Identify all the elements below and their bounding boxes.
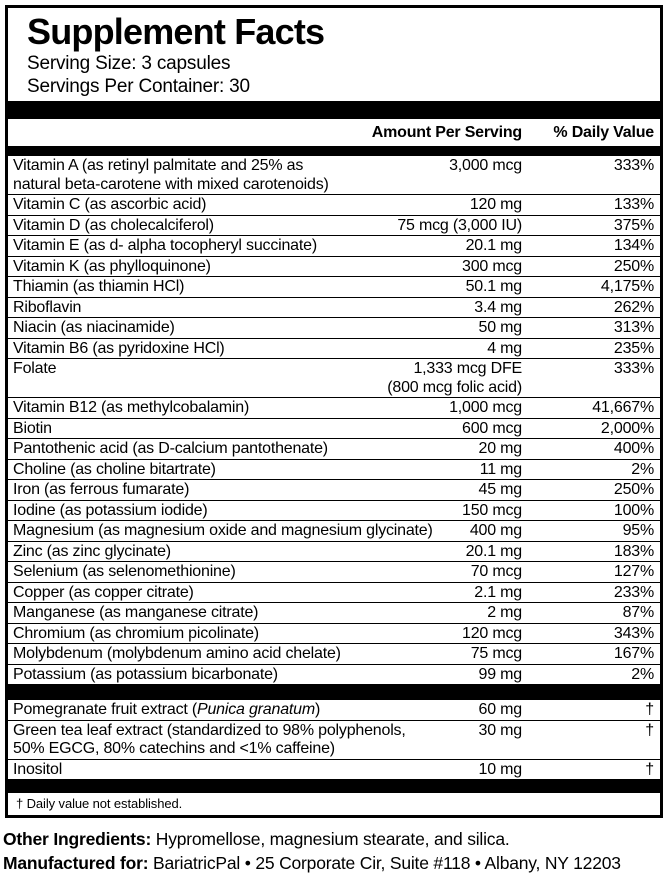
nutrient-daily-value: † xyxy=(645,760,654,778)
nutrient-daily-value: 167% xyxy=(613,645,654,662)
divider-thick-top xyxy=(8,101,660,119)
nutrient-amount: 120 mg xyxy=(469,196,522,213)
nutrient-amount: 75 mcg xyxy=(470,645,522,662)
nutrient-daily-value: 127% xyxy=(613,563,654,580)
nutrient-name: Riboflavin xyxy=(13,298,82,316)
nutrient-daily-value: 333% xyxy=(613,157,654,174)
nutrient-amount: 2.1 mg xyxy=(474,583,522,601)
nutrient-amount: 30 mg xyxy=(478,721,522,739)
nutrient-name: Selenium (as selenomethionine) xyxy=(13,563,236,580)
nutrient-daily-value: 183% xyxy=(613,542,654,560)
nutrient-daily-value: † xyxy=(645,721,654,739)
nutrient-amount: 75 mcg (3,000 IU) xyxy=(397,216,522,234)
nutrient-name: Molybdenum (molybdenum amino acid chelate) xyxy=(13,645,341,662)
serving-size: Serving Size: 3 capsules xyxy=(27,53,231,74)
nutrient-name: Pantothenic acid (as D-calcium pantothenate) xyxy=(13,440,328,457)
panel-title: Supplement Facts xyxy=(27,11,325,52)
nutrient-row xyxy=(8,602,660,623)
nutrient-daily-value: 4,175% xyxy=(600,278,654,295)
panel-header xyxy=(8,8,660,99)
nutrient-amount: 50.1 mg xyxy=(465,278,522,295)
nutrient-name: Iron (as ferrous fumarate) xyxy=(13,481,190,498)
nutrient-daily-value: 100% xyxy=(613,501,654,519)
nutrient-row xyxy=(8,438,660,459)
nutrient-amount: 1,333 mcg DFE (800 mcg folic acid) xyxy=(387,360,522,396)
nutrient-row xyxy=(8,582,660,603)
nutrient-row xyxy=(8,215,660,236)
nutrient-name: Inositol xyxy=(13,760,63,778)
nutrient-name: Manganese (as manganese citrate) xyxy=(13,604,259,621)
nutrient-amount: 3,000 mcg xyxy=(449,157,522,174)
nutrient-name: Vitamin A (as retinyl palmitate and 25% as natural beta-carotene with mixed carotenoids) xyxy=(13,157,329,193)
nutrient-name: Magnesium (as magnesium oxide and magnesium glycinate) xyxy=(13,522,433,539)
nutrient-daily-value: 250% xyxy=(613,257,654,275)
column-header-daily-value: % Daily Value xyxy=(553,123,654,141)
nutrient-daily-value: 375% xyxy=(613,216,654,234)
nutrient-daily-value: 133% xyxy=(613,196,654,213)
nutrient-name: Folate xyxy=(13,360,57,377)
nutrient-row xyxy=(8,338,660,359)
nutrient-daily-value: 134% xyxy=(613,237,654,254)
nutrient-name: Vitamin E (as d- alpha tocopheryl succinate) xyxy=(13,237,317,254)
nutrient-daily-value: 2,000% xyxy=(600,419,654,437)
nutrient-row xyxy=(8,276,660,297)
daily-value-footnote: † Daily value not established. xyxy=(16,796,183,811)
nutrient-amount: 50 mg xyxy=(478,319,522,336)
nutrient-name: Vitamin B6 (as pyridoxine HCl) xyxy=(13,339,225,357)
nutrient-daily-value: 250% xyxy=(613,481,654,498)
nutrient-name: Niacin (as niacinamide) xyxy=(13,319,175,336)
nutrient-row xyxy=(8,479,660,500)
nutrient-name: Potassium (as potassium bicarbonate) xyxy=(13,665,278,683)
botanical-row xyxy=(8,700,660,720)
nutrient-row xyxy=(8,520,660,541)
nutrient-amount: 3.4 mg xyxy=(474,298,522,316)
nutrient-daily-value: 95% xyxy=(622,522,654,539)
nutrient-name: Green tea leaf extract (standardized to 98% polyphenols, 50% EGCG, 80% catechins and <1% caffeine) xyxy=(13,721,406,757)
manufactured-for-line xyxy=(3,851,669,875)
nutrient-name: Vitamin C (as ascorbic acid) xyxy=(13,196,207,213)
nutrient-row xyxy=(8,459,660,480)
nutrient-name: Copper (as copper citrate) xyxy=(13,583,194,601)
nutrient-name: Iodine (as potassium iodide) xyxy=(13,501,208,519)
nutrient-amount: 400 mg xyxy=(469,522,522,539)
nutrient-name: Pomegranate fruit extract (Punica granatum) xyxy=(13,701,321,718)
nutrient-row xyxy=(8,358,660,397)
nutrient-daily-value: 313% xyxy=(613,319,654,336)
nutrient-daily-value: 2% xyxy=(631,665,654,683)
label-footer xyxy=(3,827,669,875)
nutrient-amount: 10 mg xyxy=(478,760,522,778)
other-ingredients-text: Hypromellose, magnesium stearate, and silica. xyxy=(151,829,510,849)
botanical-row xyxy=(8,720,660,759)
nutrient-daily-value: 41,667% xyxy=(592,399,654,416)
nutrient-amount: 11 mg xyxy=(479,460,522,478)
nutrient-amount: 2 mg xyxy=(487,604,522,621)
botanical-table xyxy=(8,700,660,779)
nutrient-row xyxy=(8,541,660,562)
nutrient-amount: 300 mcg xyxy=(462,257,522,275)
nutrient-amount: 120 mcg xyxy=(462,624,522,642)
nutrient-daily-value: 333% xyxy=(613,360,654,377)
nutrient-amount: 150 mcg xyxy=(462,501,522,519)
nutrient-name: Vitamin K (as phylloquinone) xyxy=(13,257,211,275)
nutrient-amount: 600 mcg xyxy=(462,419,522,437)
nutrient-row xyxy=(8,235,660,256)
nutrient-daily-value: 2% xyxy=(631,460,654,478)
nutrient-daily-value: 400% xyxy=(613,440,654,457)
supplement-facts-panel xyxy=(5,5,663,818)
nutrient-daily-value: 87% xyxy=(622,604,654,621)
nutrient-table xyxy=(8,156,660,684)
nutrient-name: Thiamin (as thiamin HCl) xyxy=(13,278,185,295)
nutrient-name: Biotin xyxy=(13,419,52,437)
nutrient-amount: 1,000 mcg xyxy=(449,399,522,416)
nutrient-amount: 45 mg xyxy=(478,481,522,498)
nutrient-name: Vitamin B12 (as methylcobalamin) xyxy=(13,399,250,416)
nutrient-name: Zinc (as zinc glycinate) xyxy=(13,542,171,560)
nutrient-amount: 20.1 mg xyxy=(465,542,522,560)
nutrient-row xyxy=(8,500,660,521)
nutrient-daily-value: 235% xyxy=(613,339,654,357)
nutrient-amount: 99 mg xyxy=(478,665,522,683)
divider-section-footnote xyxy=(8,779,660,793)
botanical-row xyxy=(8,759,660,780)
nutrient-daily-value: 262% xyxy=(613,298,654,316)
nutrient-row xyxy=(8,664,660,685)
nutrient-amount: 4 mg xyxy=(487,339,522,357)
nutrient-daily-value: 233% xyxy=(613,583,654,601)
divider-medium xyxy=(8,146,660,156)
nutrient-amount: 60 mg xyxy=(478,701,522,718)
nutrient-row xyxy=(8,194,660,215)
nutrient-row xyxy=(8,623,660,644)
nutrient-row xyxy=(8,397,660,418)
divider-section-botanicals xyxy=(8,684,660,700)
nutrient-row xyxy=(8,317,660,338)
nutrient-row xyxy=(8,643,660,664)
nutrient-name: Vitamin D (as cholecalciferol) xyxy=(13,216,214,234)
nutrient-name: Choline (as choline bitartrate) xyxy=(13,460,216,478)
manufactured-for-text: BariatricPal • 25 Corporate Cir, Suite #118 • Albany, NY 12203 xyxy=(148,853,621,873)
nutrient-daily-value: † xyxy=(645,701,654,718)
other-ingredients-line xyxy=(3,827,669,851)
nutrient-row xyxy=(8,297,660,318)
manufactured-for-label: Manufactured for: xyxy=(3,853,149,873)
nutrient-row xyxy=(8,256,660,277)
nutrient-name: Chromium (as chromium picolinate) xyxy=(13,624,259,642)
column-header-row xyxy=(8,119,660,146)
nutrient-row xyxy=(8,418,660,439)
nutrient-row xyxy=(8,561,660,582)
column-header-amount: Amount Per Serving xyxy=(371,123,522,141)
nutrient-daily-value: 343% xyxy=(613,624,654,642)
nutrient-amount: 20 mg xyxy=(478,440,522,457)
servings-per-container: Servings Per Container: 30 xyxy=(27,76,250,97)
nutrient-amount: 20.1 mg xyxy=(465,237,522,254)
nutrient-amount: 70 mcg xyxy=(470,563,522,580)
nutrient-row xyxy=(8,156,660,194)
other-ingredients-label: Other Ingredients: xyxy=(3,829,152,849)
